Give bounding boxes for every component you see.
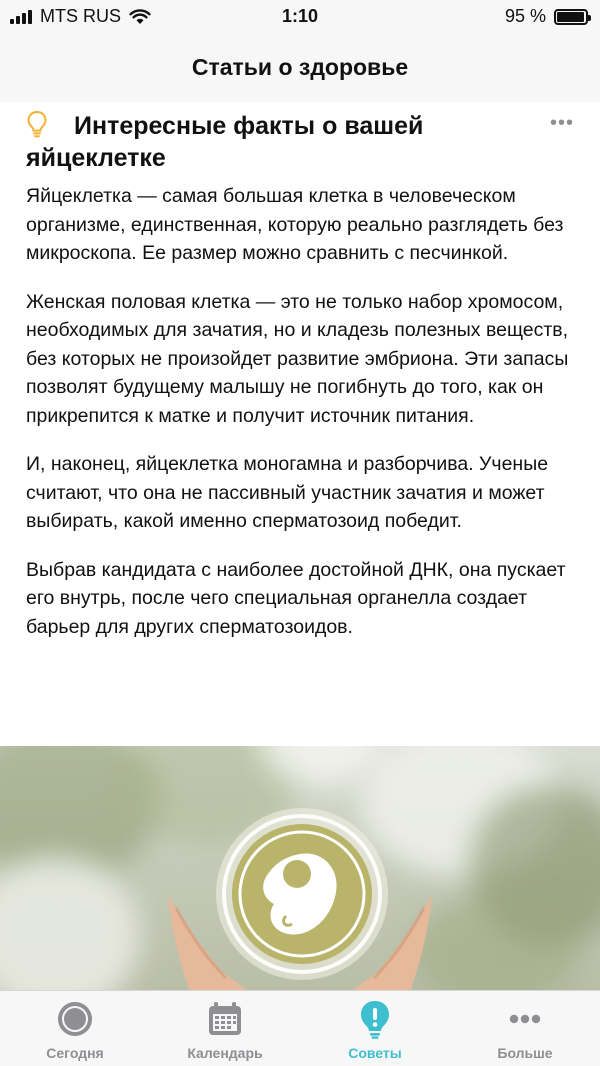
tab-tips[interactable] (300, 991, 450, 1066)
article-hero-image (0, 746, 600, 992)
tab-calendar[interactable] (150, 991, 300, 1066)
article-paragraph: Женская половая клетка — это не только набор хромосом, необходимых для зачатия, но и кладезь полезных веществ, без которых не произойдет развитие эмбриона. Эти запасы позволят будущему малышу не погибнуть до того, как он прикрепится к матке и получит источник питания. (26, 290, 569, 427)
battery-icon (554, 9, 588, 25)
battery-percent: 95 % (504, 6, 546, 26)
tips-icon (355, 999, 395, 1039)
lightbulb-icon (26, 110, 48, 138)
tab-label: Больше (497, 1045, 553, 1061)
tab-today[interactable] (0, 991, 150, 1066)
article[interactable] (0, 102, 600, 746)
tab-more[interactable] (450, 991, 600, 1066)
today-ring-icon (55, 999, 95, 1039)
battery-level (557, 12, 584, 22)
tab-label: Советы (348, 1045, 402, 1061)
embryo-hands-illustration (0, 746, 600, 992)
page-title: Статьи о здоровье (191, 54, 409, 80)
article-paragraph: Яйцеклетка — самая большая клетка в человеческом организме, единственная, которую реально разглядеть без микроскопа. Ее размер можно сравнить с песчинкой. (26, 185, 564, 264)
calendar-icon (205, 999, 245, 1039)
navigation-bar (0, 34, 600, 103)
article-title-text: Интересные факты о вашей яйцеклетке (26, 112, 424, 172)
more-icon (505, 999, 545, 1039)
article-title (26, 110, 526, 174)
status-bar (0, 0, 600, 34)
article-more-icon[interactable]: ••• (549, 112, 574, 134)
article-paragraph: И, наконец, яйцеклетка моногамна и разборчива. Ученые считают, что она не пассивный участник зачатия и может выбирать, какой именно сперматозоид победит. (26, 453, 549, 532)
carrier-name: MTS RUS (40, 6, 121, 26)
tab-bar (0, 990, 600, 1066)
tab-label: Сегодня (46, 1045, 104, 1061)
tab-label: Календарь (187, 1045, 263, 1061)
status-time: 1:10 (281, 6, 319, 26)
status-right (505, 6, 588, 27)
article-body (26, 182, 578, 661)
article-paragraph: Выбрав кандидата с наиболее достойной ДНК, она пускает его внутрь, после чего специальная органелла создает барьер для других сперматозоидов. (26, 558, 566, 638)
